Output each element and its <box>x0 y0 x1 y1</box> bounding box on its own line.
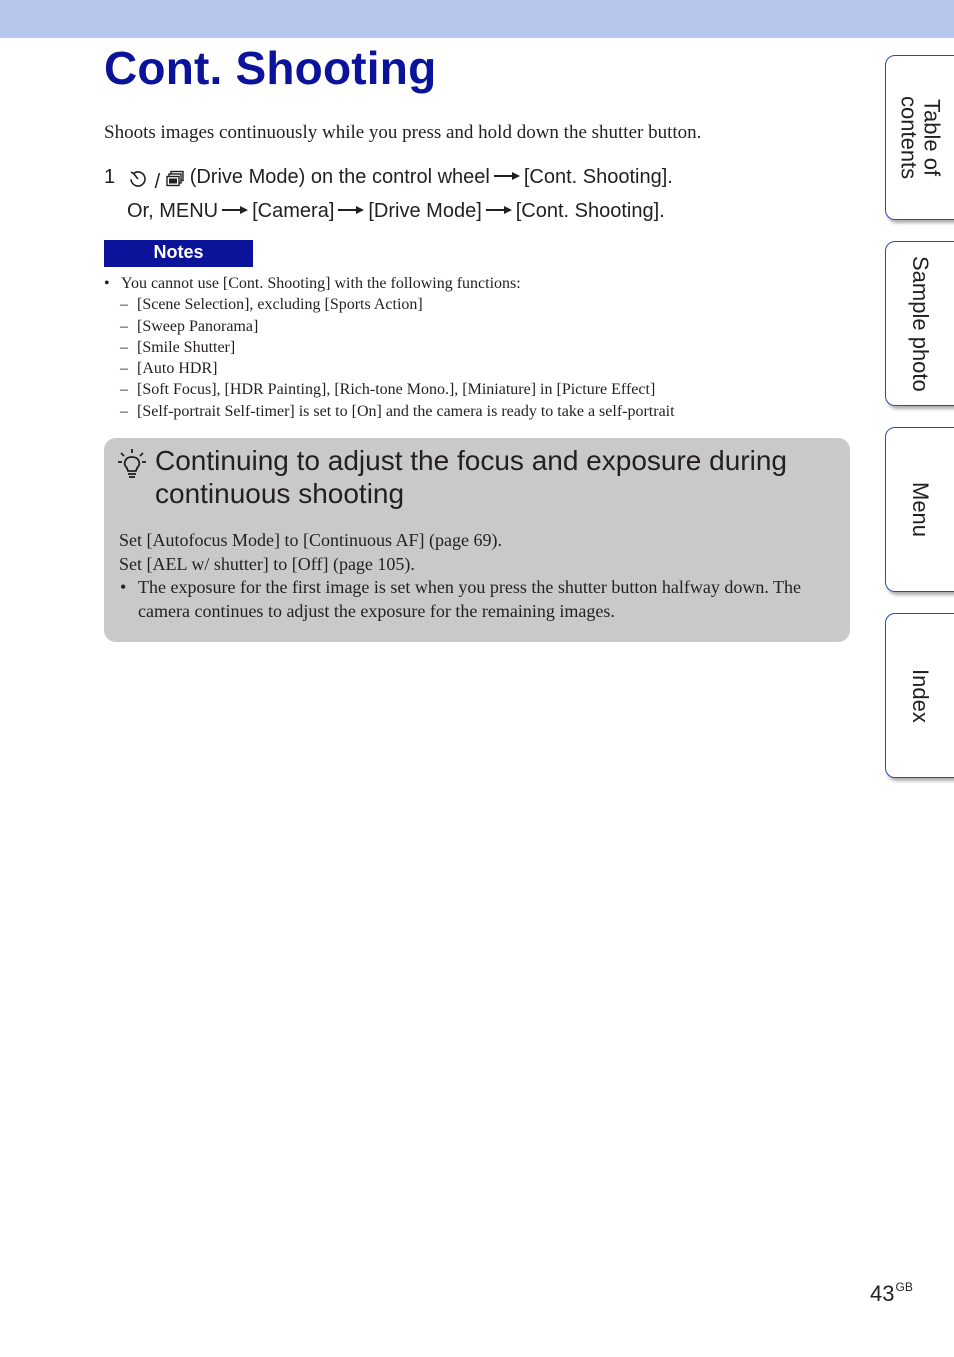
tip-box <box>104 438 850 642</box>
icon-separator: / <box>154 171 161 193</box>
dash-mark: – <box>120 381 128 399</box>
continuous-shooting-icon <box>166 170 186 188</box>
notes-intro-text: You cannot use [Cont. Shooting] with the following functions: <box>121 275 521 292</box>
lightbulb-icon <box>118 448 146 480</box>
step-line-1-text-a: (Drive Mode) on the control wheel <box>189 166 490 188</box>
list-item <box>104 337 675 358</box>
arrow-right-icon <box>222 205 248 215</box>
page-number-value: 43 <box>870 1281 895 1306</box>
step-line-1-text-b: [Cont. Shooting]. <box>523 166 673 188</box>
tab-label: Table of contents <box>896 95 945 180</box>
dash-mark: – <box>120 402 128 420</box>
tab-label: Sample photo <box>908 255 933 392</box>
tab-label: Menu <box>908 481 933 538</box>
list-item-text: [Sweep Panorama] <box>137 317 259 335</box>
notes-intro <box>104 273 675 294</box>
tip-heading: Continuing to adjust the focus and exposure during continuous shooting <box>155 445 787 509</box>
tab-table-of-contents[interactable] <box>885 55 954 220</box>
step-line-2 <box>127 197 864 226</box>
dash-mark: – <box>120 360 128 378</box>
list-item-text: [Soft Focus], [HDR Painting], [Rich-tone Mono.], [Miniature] in [Picture Effect] <box>137 381 656 399</box>
step-line-1 <box>127 163 864 197</box>
list-item <box>104 401 675 422</box>
tab-menu[interactable] <box>885 427 954 592</box>
drive-mode-icons <box>127 168 186 197</box>
step-number: 1 <box>104 166 116 188</box>
list-item <box>104 316 675 337</box>
list-item <box>104 379 675 400</box>
tip-line-1: Set [Autofocus Mode] to [Continuous AF] (page 69). <box>119 530 502 550</box>
page-number <box>870 1280 913 1307</box>
list-item-text: [Self-portrait Self-timer] is set to [On] and the camera is ready to take a self-portrait <box>137 402 675 420</box>
tip-bullet <box>119 576 839 623</box>
intro-text: Shoots images continuously while you press and hold down the shutter button. <box>104 122 702 143</box>
step-line-2-text-a: Or, MENU <box>127 200 219 222</box>
notes-list <box>104 273 675 422</box>
dash-mark: – <box>120 317 128 335</box>
tip-line-2: Set [AEL w/ shutter] to [Off] (page 105). <box>119 553 415 574</box>
list-item-text: [Auto HDR] <box>137 360 218 378</box>
list-item-text: [Scene Selection], excluding [Sports Action] <box>137 296 423 314</box>
list-item-text: [Smile Shutter] <box>137 338 236 356</box>
bullet-mark: • <box>104 275 110 292</box>
bullet-mark: • <box>120 577 127 597</box>
step-line-2-text-d: [Cont. Shooting]. <box>515 200 665 222</box>
step-1 <box>104 163 864 226</box>
step-line-2-text-c: [Drive Mode] <box>368 200 482 222</box>
tab-label: Index <box>908 668 933 723</box>
dash-mark: – <box>120 338 128 356</box>
arrow-right-icon <box>338 205 364 215</box>
tip-bullet-text: The exposure for the first image is set when you press the shutter button halfway down. The camera continues to adjust the exposure for the remaining images. <box>138 577 802 621</box>
tip-body <box>119 529 839 623</box>
step-line-2-text-b: [Camera] <box>252 200 335 222</box>
page-number-suffix: GB <box>895 1280 913 1294</box>
tab-index[interactable] <box>885 613 954 778</box>
arrow-right-icon <box>494 171 520 181</box>
list-item <box>104 358 675 379</box>
list-item <box>104 294 675 315</box>
dash-mark: – <box>120 296 128 314</box>
page-title: Cont. Shooting <box>104 42 437 94</box>
header-band <box>0 0 954 38</box>
tab-sample-photo[interactable] <box>885 241 954 406</box>
notes-badge: Notes <box>104 240 253 267</box>
self-timer-icon <box>127 168 149 188</box>
arrow-right-icon <box>486 205 512 215</box>
